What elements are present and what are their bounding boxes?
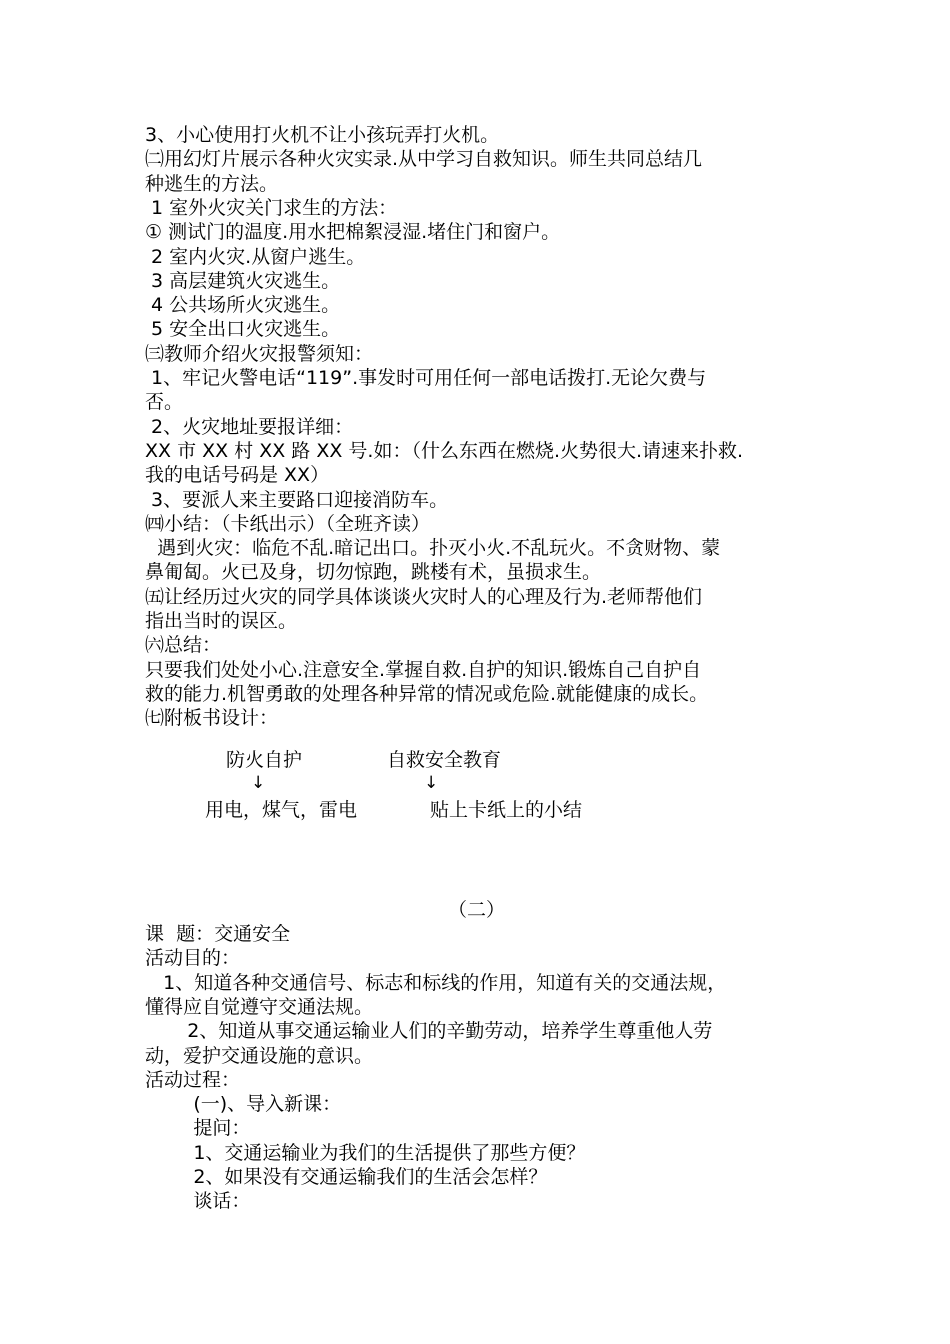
text-line: 2 室内火灾.从窗户逃生。 (145, 245, 366, 268)
text-line: 3、要派人来主要路口迎接消防车。 (145, 488, 449, 511)
text-line: 2、知道从事交通运输业人们的辛勤劳动，培养学生尊重他人劳 (145, 1020, 713, 1043)
text-line: 否。 (145, 391, 184, 414)
board-right-title: 自救安全教育 (387, 749, 502, 771)
text-line: 3、小心使用打火机不让小孩玩弄打火机。 (145, 124, 500, 146)
text-line: ㈤让经历过火灾的同学具体谈谈火灾时人的心理及行为.老师帮他们 (145, 585, 703, 608)
text-line: 种逃生的方法。 (145, 172, 279, 195)
text-line: XX 市 XX 村 XX 路 XX 号.如：（什么东西在燃烧.火势很大.请速来扑救. (145, 439, 744, 462)
text-line: ㈥总结： (145, 634, 222, 657)
text-line: ㈡用幻灯片展示各种火灾实录.从中学习自救知识。师生共同总结几 (145, 148, 703, 171)
board-left-item: 用电，煤气，雷电 (205, 799, 358, 821)
text-line: 只要我们处处小心.注意安全.掌握自救.自护的知识.锻炼自己自护自 (145, 658, 702, 681)
text-line: 1 室外火灾关门求生的方法： (145, 196, 398, 219)
text-line: 活动过程： (145, 1068, 241, 1091)
text-line: 救的能力.机智勇敢的处理各种异常的情况或危险.就能健康的成长。 (145, 682, 709, 705)
text-line: 1、知道各种交通信号、标志和标线的作用，知道有关的交通法规， (145, 971, 727, 994)
text-line: 1、牢记火警电话“119”.事发时可用任何一部电话拨打.无论欠费与 (145, 367, 707, 389)
arrow-down-icon: ↓ (251, 773, 266, 793)
text-line: ㈣小结：（卡纸出示）（全班齐读） (145, 512, 431, 535)
text-line: 谈话： (145, 1190, 251, 1213)
text-line: 1、交通运输业为我们的生活提供了那些方便？ (145, 1141, 586, 1164)
text-line: 5 安全出口火灾逃生。 (145, 318, 341, 341)
text-line: (一)、导入新课： (145, 1093, 342, 1116)
text-line: 懂得应自觉遵守交通法规。 (145, 995, 374, 1018)
text-line: 我的电话号码是 XX） (145, 464, 330, 487)
board-right-item: 贴上卡纸上的小结 (430, 799, 583, 821)
text-line: 动，爱护交通设施的意识。 (145, 1044, 374, 1067)
text-line: ㈦附板书设计： (145, 707, 279, 730)
text-line: 遇到火灾：临危不乱.暗记出口。扑灭小火.不乱玩火。不贪财物、蒙 (145, 537, 721, 560)
text-line: 指出当时的误区。 (145, 610, 298, 632)
text-line: 3 高层建筑火灾逃生。 (145, 269, 341, 292)
text-line: 2、如果没有交通运输我们的生活会怎样？ (145, 1166, 548, 1188)
text-line: 课 题：交通安全 (145, 923, 291, 945)
text-line: ① 测试门的温度.用水把棉絮浸湿.堵住门和窗户。 (145, 221, 561, 244)
board-left-title: 防火自护 (226, 749, 303, 771)
text-line: 提问： (145, 1117, 251, 1140)
text-line: 鼻匍匐。火已及身，切勿惊跑，跳楼有术，虽损求生。 (145, 561, 602, 584)
text-line: 4 公共场所火灾逃生。 (145, 294, 341, 317)
arrow-down-icon: ↓ (424, 773, 439, 793)
text-line: 2、火灾地址要报详细： (145, 415, 354, 438)
section-heading: （二） (448, 899, 506, 921)
text-line: 活动目的： (145, 947, 241, 970)
text-line: ㈢教师介绍火灾报警须知： (145, 342, 374, 365)
